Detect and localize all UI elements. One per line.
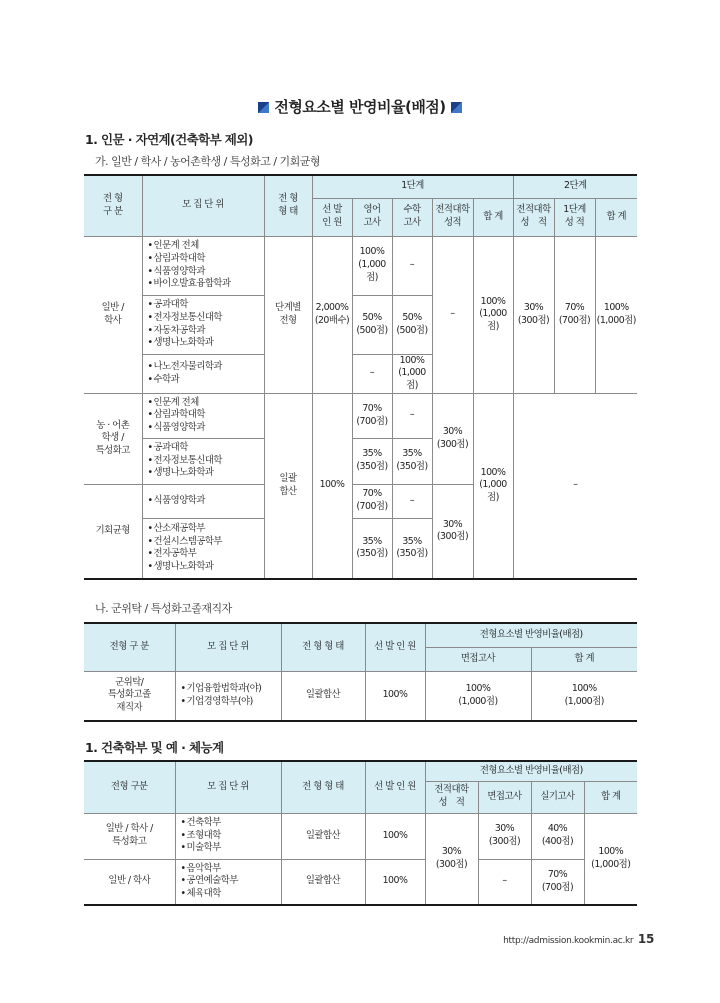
unit-item: • 전자정보통신대학 <box>148 312 263 325</box>
header-stage1: 1단계 <box>312 175 513 198</box>
cell-type: 일괄합산 <box>281 859 365 905</box>
header-prev-college: 전적대학 성 적 <box>425 781 478 813</box>
unit-list <box>142 236 264 295</box>
unit-item: • 삼림과학대학 <box>148 253 263 266</box>
square-bullet-icon <box>258 102 269 113</box>
subsection-ga: 가. 일반 / 학사 / 농어촌학생 / 특성화고 / 기회균형 <box>95 155 321 168</box>
unit-list <box>142 438 264 484</box>
cell-english: 100% (1,000점) <box>352 236 392 295</box>
header-total-1: 합 계 <box>473 198 513 236</box>
subsection-na: 나. 군위탁 / 특성화고졸재직자 <box>95 602 232 615</box>
header-type: 전 형 형 태 <box>264 175 312 236</box>
cell-interview: 100% (1,000점) <box>425 671 531 721</box>
header-gubun: 전형 구 분 <box>84 623 175 671</box>
unit-item: • 생명나노화학과 <box>148 337 263 350</box>
page-title: 전형요소별 반영비율(배점) <box>0 96 720 117</box>
header-ratio: 전형요소별 반영비율(배점) <box>425 623 637 647</box>
group-general-specialized: 일반 / 학사 / 특성화고 <box>84 813 175 859</box>
header-prev-college: 전적대학 성적 <box>432 198 473 236</box>
header-quota: 선 발 인 원 <box>365 761 425 813</box>
cell-type: 일괄합산 <box>281 813 365 859</box>
unit-item: • 생명나노화학과 <box>148 467 263 480</box>
header-quota: 선 발 인 원 <box>365 623 425 671</box>
unit-item: • 전자공학부 <box>148 548 263 561</box>
header-english: 영어 고사 <box>352 198 392 236</box>
header-prev-college-2: 전적대학 성 적 <box>513 198 554 236</box>
group-general: 일반 / 학사 <box>84 236 142 393</box>
cell-quota: 2,000% (20배수) <box>312 236 352 393</box>
unit-item: • 인문계 전체 <box>148 397 263 410</box>
unit-item: • 나노전자물리학과 <box>148 361 263 374</box>
cell-english: 70% (700점) <box>352 393 392 438</box>
cell-english: 35% (350점) <box>352 438 392 484</box>
header-total-2: 합 계 <box>595 198 637 236</box>
cell-math: 100% (1,000점) <box>392 354 432 393</box>
unit-item: • 식품영양학과 <box>148 422 263 435</box>
group-opportunity: 기회균형 <box>84 484 142 579</box>
unit-item: • 음악학부 <box>181 863 280 876</box>
cell-english: 70% (700점) <box>352 484 392 518</box>
header-gubun: 전형 구분 <box>84 761 175 813</box>
header-total: 합 계 <box>531 647 637 671</box>
unit-item: • 건설시스템공학부 <box>148 536 263 549</box>
cell-quota: 100% <box>365 671 425 721</box>
section-2-heading: 1. 건축학부 및 예 · 체능계 <box>85 740 224 755</box>
unit-item: • 바이오발효융합학과 <box>148 278 263 291</box>
header-stage1-score: 1단계 성 적 <box>554 198 595 236</box>
table-general-admission <box>84 174 637 580</box>
header-gubun: 전 형 구 분 <box>84 175 142 236</box>
cell-practical: 70% (700점) <box>531 859 584 905</box>
cell-quota: 100% <box>312 393 352 579</box>
cell-prev-college: 30% (300점) <box>432 393 473 484</box>
unit-list <box>142 393 264 438</box>
header-quota: 선 발 인 원 <box>312 198 352 236</box>
unit-item: • 인문계 전체 <box>148 240 263 253</box>
table-architecture-arts <box>84 760 637 906</box>
table-military-employee <box>84 622 637 722</box>
header-unit: 모 집 단 위 <box>175 623 281 671</box>
cell-practical: 40% (400점) <box>531 813 584 859</box>
cell-prev-college-2: 30% (300점) <box>513 236 554 393</box>
cell-math: – <box>392 393 432 438</box>
cell-total: 100% (1,000점) <box>531 671 637 721</box>
cell-english: – <box>352 354 392 393</box>
cell-stage2: – <box>513 393 637 579</box>
cell-total: 100% (1,000점) <box>584 813 637 905</box>
cell-math: 50% (500점) <box>392 295 432 354</box>
unit-item: • 자동차공학과 <box>148 325 263 338</box>
unit-item: • 공과대학 <box>148 299 263 312</box>
unit-item: • 건축학부 <box>181 817 280 830</box>
cell-stage1-score: 70% (700점) <box>554 236 595 393</box>
cell-total-1: 100% (1,000점) <box>473 393 513 579</box>
cell-prev-college: 30% (300점) <box>425 813 478 905</box>
unit-list <box>175 671 281 721</box>
header-practical: 실기고사 <box>531 781 584 813</box>
unit-item: • 조형대학 <box>181 830 280 843</box>
unit-item: • 공연예술학부 <box>181 875 280 888</box>
cell-math: 35% (350점) <box>392 438 432 484</box>
header-unit: 모 집 단 위 <box>142 175 264 236</box>
cell-prev-college: – <box>432 236 473 393</box>
header-unit: 모 집 단 위 <box>175 761 281 813</box>
header-type: 전 형 형 태 <box>281 761 365 813</box>
unit-item: • 미술학부 <box>181 842 280 855</box>
cell-math: 35% (350점) <box>392 518 432 579</box>
unit-item: • 기업융합법학과(야) <box>181 683 280 696</box>
unit-list <box>175 813 281 859</box>
unit-item: • 산소재공학부 <box>148 523 263 536</box>
unit-item: • 식품영양학과 <box>148 266 263 279</box>
header-total: 합 계 <box>584 781 637 813</box>
cell-total-2: 100% (1,000점) <box>595 236 637 393</box>
cell-prev-college: 30% (300점) <box>432 484 473 579</box>
unit-list <box>142 484 264 518</box>
cell-type: 단계별 전형 <box>264 236 312 393</box>
unit-item: • 전자정보통신대학 <box>148 455 263 468</box>
cell-math: – <box>392 236 432 295</box>
cell-english: 35% (350점) <box>352 518 392 579</box>
square-bullet-icon <box>451 102 462 113</box>
header-interview: 면접고사 <box>425 647 531 671</box>
unit-list <box>142 295 264 354</box>
unit-item: • 기업경영학부(야) <box>181 696 280 709</box>
unit-item: • 식품영양학과 <box>148 495 263 508</box>
group-rural-specialized: 농 · 어촌 학생 / 특성화고 <box>84 393 142 484</box>
cell-quota: 100% <box>365 813 425 859</box>
footer <box>503 932 654 946</box>
header-interview: 면접고사 <box>478 781 531 813</box>
cell-quota: 100% <box>365 859 425 905</box>
cell-interview: – <box>478 859 531 905</box>
unit-list <box>175 859 281 905</box>
cell-type: 일괄 합산 <box>264 393 312 579</box>
header-stage2: 2단계 <box>513 175 637 198</box>
unit-item: • 삼림과학대학 <box>148 409 263 422</box>
section-1-heading: 1. 인문 · 자연계(건축학부 제외) <box>85 132 253 147</box>
footer-url[interactable]: http://admission.kookmin.ac.kr <box>503 936 634 946</box>
page-number: 15 <box>637 932 654 946</box>
group-general-bachelor: 일반 / 학사 <box>84 859 175 905</box>
cell-math: – <box>392 484 432 518</box>
cell-english: 50% (500점) <box>352 295 392 354</box>
cell-interview: 30% (300점) <box>478 813 531 859</box>
group-military-employee: 군위탁/ 특성화고졸 재직자 <box>84 671 175 721</box>
header-math: 수학 고사 <box>392 198 432 236</box>
header-type: 전 형 형 태 <box>281 623 365 671</box>
unit-item: • 체육대학 <box>181 888 280 901</box>
cell-total-1: 100% (1,000점) <box>473 236 513 393</box>
unit-item: • 공과대학 <box>148 442 263 455</box>
unit-list <box>142 354 264 393</box>
cell-type: 일괄합산 <box>281 671 365 721</box>
header-ratio: 전형요소별 반영비율(배점) <box>425 761 637 781</box>
unit-list <box>142 518 264 579</box>
unit-item: • 생명나노화학과 <box>148 561 263 574</box>
unit-item: • 수학과 <box>148 374 263 387</box>
